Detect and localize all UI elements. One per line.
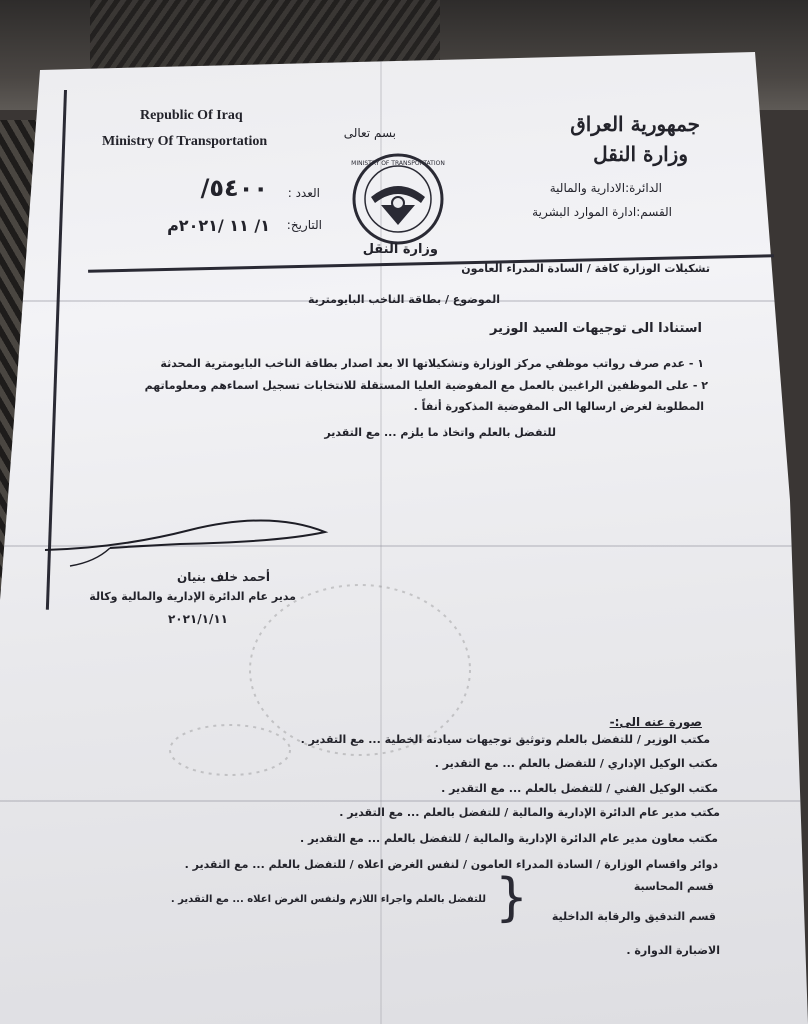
- signatory-title: مدير عام الدائرة الإدارية والمالية وكالة: [89, 590, 296, 603]
- header-bism: بسم تعالى: [343, 126, 396, 140]
- copy-line: قسم المحاسبة: [633, 880, 714, 893]
- header-department: الدائرة:الادارية والمالية: [549, 181, 662, 195]
- addressee: تشكيلات الوزارة كافة / السادة المدراء العامون: [461, 262, 710, 275]
- signature-date: ٢٠٢١/١/١١: [167, 612, 228, 626]
- copy-line: قسم التدقيق والرقابة الداخلية: [551, 910, 716, 923]
- handwritten-signature: [40, 500, 340, 580]
- header-ar-republic: جمهورية العراق: [570, 112, 700, 136]
- header-ministry: Ministry Of Transportation: [102, 134, 268, 149]
- closing: للتفضل بالعلم واتخاذ ما يلزم ... مع التقدير: [324, 426, 556, 439]
- item-2-line-2: المطلوبة لغرض ارسالها الى المفوضية المذكورة أنفاً .: [413, 400, 704, 413]
- copy-line: مكتب مدير عام الدائرة الإدارية والمالية / للتفضل بالعلم ... مع التقدير .: [339, 806, 720, 819]
- number-value: ٥٤٠٠/: [200, 174, 268, 202]
- header-ar-ministry: وزارة النقل: [593, 142, 688, 166]
- date-value: ١/ ١١ /٢٠٢١م: [167, 216, 270, 235]
- copy-line: مكتب الوزير / للتفضل بالعلم وتوثيق توجيهات سيادته الخطية ... مع التقدير .: [300, 733, 710, 746]
- logo-caption: وزارة النقل: [362, 242, 438, 257]
- logo-ring-text: MINISTRY OF TRANSPORTATION: [351, 160, 445, 167]
- subject: الموضوع / بطاقة الناخب البايومترية: [308, 293, 500, 306]
- header-republic: Republic Of Iraq: [140, 108, 243, 123]
- intro: استنادا الى توجيهات السيد الوزير: [489, 321, 702, 336]
- grouping-bracket: }: [495, 868, 529, 928]
- signatory-name: أحمد خلف بنيان: [177, 570, 270, 584]
- item-2-line-1: ٢ - على الموظفين الراغبين بالعمل مع المفوضية العليا المستقلة للانتخابات تسجيل اسماءهم ومعلوماتهم: [144, 379, 708, 392]
- copy-line: الاضبارة الدوارة .: [626, 944, 720, 957]
- number-label: العدد :: [287, 186, 320, 200]
- ministry-logo: [343, 153, 453, 249]
- copy-line: مكتب الوكيل الفني / للتفضل بالعلم ... مع التقدير .: [441, 782, 718, 795]
- copy-line: مكتب الوكيل الإداري / للتفضل بالعلم ... مع التقدير .: [434, 757, 718, 770]
- date-label: التاريخ:: [286, 218, 322, 232]
- copy-line: دوائر واقسام الوزارة / السادة المدراء العامون / لنفس الغرض اعلاه / للتفضل بالعلم ... مع التقدير .: [184, 858, 718, 871]
- copy-line: مكتب معاون مدير عام الدائرة الإدارية والمالية / للتفضل بالعلم ... مع التقدير .: [300, 832, 718, 845]
- bracket-note: للتفضل بالعلم واجراء اللازم ولنفس الغرض اعلاه ... مع التقدير .: [170, 894, 486, 905]
- item-1: ١ - عدم صرف رواتب موظفي مركز الوزارة وتشكيلاتها الا بعد اصدار بطاقة الناخب البايومترية المحدثة: [160, 357, 704, 370]
- copies-heading: صورة عنه الى:-: [609, 715, 702, 729]
- faded-stamp: [160, 580, 480, 780]
- header-section: القسم:ادارة الموارد البشرية: [532, 205, 672, 219]
